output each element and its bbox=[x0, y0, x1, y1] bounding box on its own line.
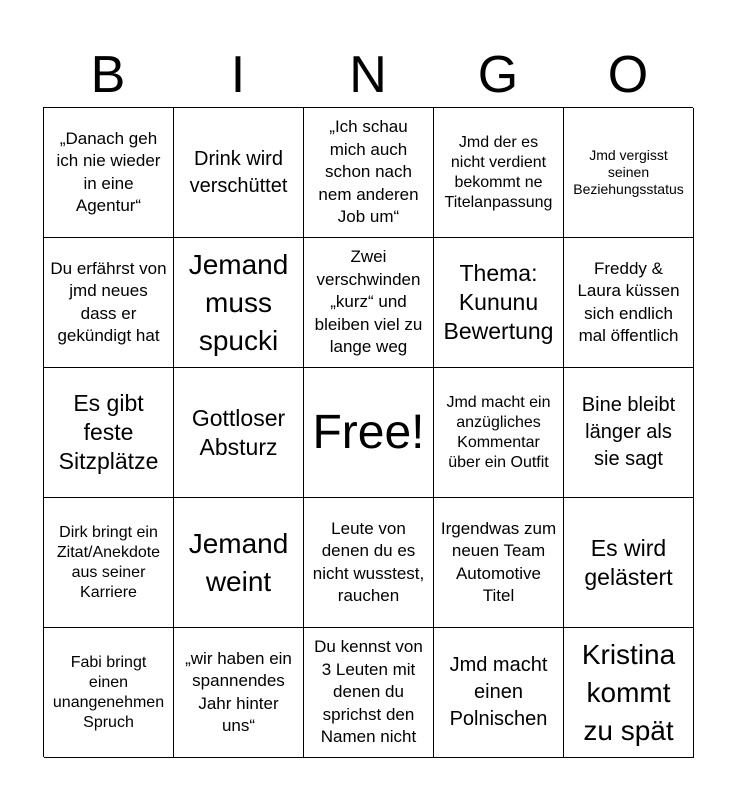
bingo-cell[interactable] bbox=[304, 238, 434, 368]
bingo-cell-free[interactable] bbox=[304, 368, 434, 498]
cell-text: „Danach geh ich nie wieder in eine Agentur“ bbox=[56, 128, 161, 215]
bingo-cell[interactable] bbox=[564, 108, 694, 238]
bingo-cell[interactable] bbox=[434, 108, 564, 238]
cell-text: Drink wird verschüttet bbox=[189, 147, 288, 197]
bingo-cell[interactable] bbox=[564, 628, 694, 758]
bingo-cell[interactable] bbox=[304, 108, 434, 238]
header-letter-b: B bbox=[90, 46, 126, 104]
cell-text: Zwei verschwinden „kurz“ und bleiben viel zu lange weg bbox=[314, 247, 423, 357]
bingo-cell[interactable] bbox=[434, 628, 564, 758]
cell-text: „Ich schau mich auch schon nach nem anderen Job um“ bbox=[318, 117, 419, 227]
header-letter-i: I bbox=[230, 46, 246, 104]
bingo-cell[interactable] bbox=[564, 238, 694, 368]
cell-text: „wir haben ein spannendes Jahr hinter uns“ bbox=[185, 648, 292, 735]
bingo-cell[interactable] bbox=[174, 498, 304, 628]
cell-text: Gottloser Absturz bbox=[191, 404, 286, 460]
cell-text: Bine bleibt länger als sie sagt bbox=[581, 394, 676, 470]
cell-text: Du erfährst von jmd neues dass er gekündigt hat bbox=[50, 258, 167, 345]
bingo-cell[interactable] bbox=[564, 498, 694, 628]
bingo-cell[interactable] bbox=[174, 368, 304, 498]
bingo-cell[interactable] bbox=[564, 368, 694, 498]
cell-text: Jmd macht einen Polnischen bbox=[449, 654, 548, 730]
bingo-cell[interactable] bbox=[174, 238, 304, 368]
bingo-cell[interactable] bbox=[174, 108, 304, 238]
bingo-cell[interactable] bbox=[434, 368, 564, 498]
bingo-cell[interactable] bbox=[44, 368, 174, 498]
bingo-header bbox=[43, 44, 693, 106]
bingo-cell[interactable] bbox=[44, 628, 174, 758]
bingo-cell[interactable] bbox=[174, 628, 304, 758]
cell-text: Jmd macht ein anzügliches Kommentar über ein Outfit bbox=[446, 393, 551, 471]
bingo-cell[interactable] bbox=[44, 498, 174, 628]
cell-text: Du kennst von 3 Leuten mit denen du sprichst den Namen nicht bbox=[314, 637, 423, 747]
cell-text: Jemand weint bbox=[188, 527, 289, 597]
cell-text: Fabi bringt einen unangenehmen Spruch bbox=[52, 653, 165, 731]
bingo-board bbox=[43, 107, 693, 757]
cell-text: Thema: Kununu Bewertung bbox=[443, 260, 554, 344]
cell-text: Es wird gelästert bbox=[584, 534, 673, 590]
cell-text: Irgendwas zum neuen Team Automotive Titel bbox=[440, 518, 557, 605]
bingo-cell[interactable] bbox=[434, 238, 564, 368]
cell-text: Es gibt feste Sitzplätze bbox=[58, 390, 159, 474]
header-letter-n: N bbox=[349, 46, 387, 104]
cell-text: Dirk bringt ein Zitat/Anekdote aus seiner Karriere bbox=[56, 523, 161, 601]
header-letter-o: O bbox=[607, 46, 649, 104]
cell-text: Freddy & Laura küssen sich endlich mal öffentlich bbox=[577, 258, 680, 345]
header-letter-g: G bbox=[477, 46, 519, 104]
cell-text: Kristina kommt zu spät bbox=[581, 638, 676, 746]
cell-text: Jmd vergisst seinen Beziehungsstatus bbox=[573, 147, 684, 197]
bingo-cell[interactable] bbox=[434, 498, 564, 628]
bingo-cell[interactable] bbox=[304, 498, 434, 628]
bingo-cell[interactable] bbox=[44, 108, 174, 238]
bingo-cell[interactable] bbox=[44, 238, 174, 368]
cell-text: Leute von denen du es nicht wusstest, rauchen bbox=[312, 518, 425, 605]
free-space-text: Free! bbox=[312, 405, 425, 459]
bingo-cell[interactable] bbox=[304, 628, 434, 758]
cell-text: Jemand muss spucki bbox=[188, 248, 289, 356]
cell-text: Jmd der es nicht verdient bekommt ne Titelanpassung bbox=[444, 133, 553, 211]
